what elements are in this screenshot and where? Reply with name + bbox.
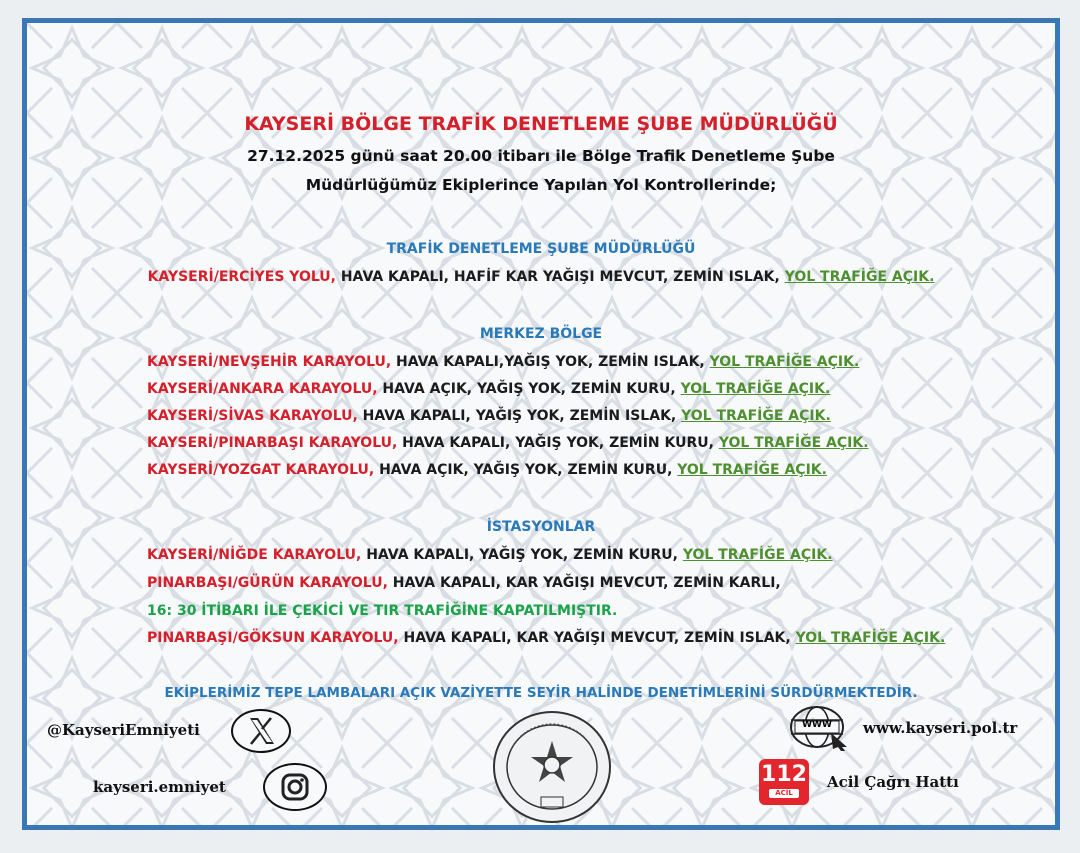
page-title: KAYSERİ BÖLGE TRAFİK DENETLEME ŞUBE MÜDÜRLÜĞÜ (244, 113, 838, 135)
instagram-handle[interactable]: kayseri.emniyet (93, 778, 226, 796)
instagram-glyph (265, 765, 325, 809)
road-conditions: HAVA KAPALI, KAR YAĞIŞI MEVCUT, ZEMİN ISLAK, (398, 630, 796, 646)
road-name: KAYSERİ/YOZGAT KARAYOLU, (147, 462, 375, 478)
intro-line-2: Müdürlüğümüz Ekiplerince Yapılan Yol Kontrollerinde; (305, 176, 777, 194)
road-row (27, 269, 1055, 285)
road-status: YOL TRAFİĞE AÇIK. (681, 408, 831, 424)
road-status: YOL TRAFİĞE AÇIK. (682, 547, 833, 563)
emergency-label: Acil Çağrı Hattı (827, 773, 959, 791)
instagram-icon[interactable] (263, 763, 327, 811)
twitter-handle[interactable]: @KayseriEmniyeti (47, 721, 200, 739)
road-conditions: HAVA KAPALI,YAĞIŞ YOK, ZEMİN ISLAK, (391, 354, 710, 370)
section-heading-merkez: MERKEZ BÖLGE (479, 326, 603, 342)
emergency-sub: ACİL (769, 789, 799, 798)
emergency-112-icon (759, 759, 809, 805)
road-conditions: HAVA AÇIK, YAĞIŞ YOK, ZEMİN KURU, (374, 462, 678, 478)
www-badge-text: WWW (802, 720, 832, 730)
road-name: PINARBAŞI/GÖKSUN KARAYOLU, (147, 630, 399, 646)
road-status: YOL TRAFİĞE AÇIK. (680, 381, 831, 397)
road-row (147, 547, 1035, 563)
closure-notice-text: 16: 30 İTİBARI İLE ÇEKİCİ VE TIR TRAFİĞİNE KAPATILMIŞTIR. (147, 603, 618, 619)
section-heading-istasyonlar: İSTASYONLAR (486, 519, 596, 535)
road-name: KAYSERİ/PINARBAŞI KARAYOLU, (147, 435, 398, 451)
road-conditions: HAVA KAPALI, YAĞIŞ YOK, ZEMİN ISLAK, (357, 408, 682, 424)
road-status: YOL TRAFİĞE AÇIK. (677, 462, 827, 478)
section-heading-traffic: TRAFİK DENETLEME ŞUBE MÜDÜRLÜĞÜ (386, 241, 696, 257)
road-name: KAYSERİ/NİĞDE KARAYOLU, (147, 547, 362, 563)
globe-icon[interactable] (787, 703, 849, 751)
road-row (147, 354, 1035, 370)
road-status: YOL TRAFİĞE AÇIK. (709, 354, 860, 370)
road-row (147, 408, 1035, 424)
road-conditions: HAVA KAPALI, YAĞIŞ YOK, ZEMİN KURU, (397, 435, 719, 451)
road-name: KAYSERİ/NEVŞEHİR KARAYOLU, (147, 354, 392, 370)
road-conditions: HAVA KAPALI, YAĞIŞ YOK, ZEMİN KURU, (361, 547, 683, 563)
road-row (147, 462, 1035, 478)
road-name: KAYSERİ/ERCİYES YOLU, (147, 269, 336, 285)
road-status: YOL TRAFİĞE AÇIK. (795, 630, 946, 646)
road-conditions: HAVA KAPALI, KAR YAĞIŞI MEVCUT, ZEMİN KARLI, (387, 575, 781, 591)
road-conditions: HAVA AÇIK, YAĞIŞ YOK, ZEMİN KURU, (377, 381, 681, 397)
x-twitter-icon[interactable] (231, 709, 291, 753)
website-link[interactable]: www.kayseri.pol.tr (863, 719, 1018, 737)
road-row (147, 575, 1035, 591)
intro-line-1: 27.12.2025 günü saat 20.00 itibarı ile Bölge Trafik Denetleme Şube (247, 147, 835, 165)
road-name: KAYSERİ/SİVAS KARAYOLU, (147, 408, 358, 424)
announcement-card (22, 18, 1060, 830)
road-conditions: HAVA KAPALI, HAFİF KAR YAĞIŞI MEVCUT, ZEMİN ISLAK, (335, 269, 785, 285)
road-name: KAYSERİ/ANKARA KARAYOLU, (147, 381, 378, 397)
footer-note: EKİPLERİMİZ TEPE LAMBALARI AÇIK VAZİYETTE SEYİR HALİNDE DENETİMLERİNİ SÜRDÜRMEKTEDİR. (164, 685, 918, 701)
x-logo-glyph (233, 711, 289, 751)
road-status: YOL TRAFİĞE AÇIK. (718, 435, 869, 451)
closure-notice (147, 603, 1035, 619)
road-row (147, 435, 1035, 451)
road-row (147, 630, 1035, 646)
police-seal-logo (491, 709, 613, 825)
emergency-number: 112 (761, 762, 807, 787)
road-name: PINARBAŞI/GÜRÜN KARAYOLU, (147, 575, 388, 591)
road-row (147, 381, 1035, 397)
road-status: YOL TRAFİĞE AÇIK. (784, 269, 935, 285)
